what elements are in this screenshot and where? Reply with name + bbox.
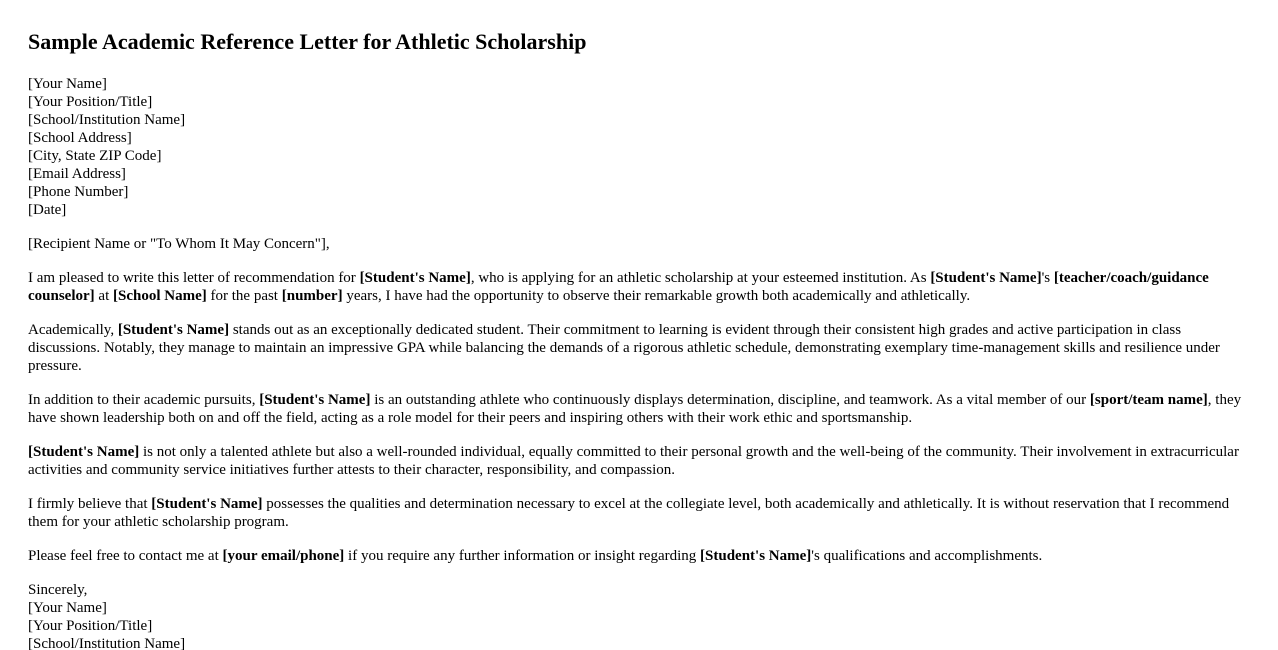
- paragraph-contact: [28, 547, 1250, 565]
- sender-school-address: [School Address]: [28, 130, 132, 146]
- text-run: years, I have had the opportunity to observe their remarkable growth both academically and athletically.: [342, 288, 971, 304]
- letter-date: [Date]: [28, 202, 67, 218]
- text-run: stands out as an exceptionally dedicated student. Their commitment to learning is evident through their consistent high grades and active participation in class discussions. Notably, they manage to maintain an impressive GPA while balancing the demands of a rigorous athletic schedule, demonstrating exemplary time-management skills and resilience under pressure.: [28, 322, 1220, 374]
- text-run: Academically,: [28, 322, 118, 338]
- sender-position: [Your Position/Title]: [28, 94, 153, 110]
- closing-block: [28, 581, 1250, 650]
- placeholder-student-name: [Student's Name]: [117, 322, 230, 338]
- paragraph-endorsement: [28, 495, 1250, 531]
- text-run: possesses the qualities and determination necessary to excel at the collegiate level, both academically and athletically. It is without reservation that I recommend them for your athletic scholarship program.: [28, 496, 1230, 530]
- salutation: [Recipient Name or "To Whom It May Concern"],: [28, 236, 330, 252]
- text-run: 's: [1041, 270, 1054, 286]
- closing-name: [Your Name]: [28, 600, 107, 616]
- placeholder-student-name: [Student's Name]: [359, 270, 471, 286]
- text-run: 's qualifications and accomplishments.: [811, 548, 1043, 564]
- paragraph-introduction: [28, 269, 1250, 305]
- text-run: is not only a talented athlete but also a well-rounded individual, equally committed to their personal growth and the well-being of the community. Their involvement in extracurricular activities and community service initiatives further attests to their character, responsibility, and compassion.: [28, 444, 1239, 478]
- sender-city-state-zip: [City, State ZIP Code]: [28, 148, 162, 164]
- sender-email: [Email Address]: [28, 166, 126, 182]
- closing-position: [Your Position/Title]: [28, 618, 153, 634]
- text-run: is an outstanding athlete who continuously displays determination, discipline, and teamwork. As a vital member of our: [370, 392, 1090, 408]
- placeholder-student-name: [Student's Name]: [930, 270, 1042, 286]
- placeholder-student-name: [Student's Name]: [28, 444, 140, 460]
- text-run: I firmly believe that: [28, 496, 152, 512]
- text-run: at: [94, 288, 113, 304]
- paragraph-academics: [28, 321, 1250, 375]
- placeholder-number: [number]: [281, 288, 343, 304]
- sender-institution: [School/Institution Name]: [28, 112, 186, 128]
- paragraph-character: [28, 443, 1250, 479]
- text-run: if you require any further information or insight regarding: [344, 548, 701, 564]
- text-run: In addition to their academic pursuits,: [28, 392, 260, 408]
- paragraph-athletics: [28, 391, 1250, 427]
- sender-phone: [Phone Number]: [28, 184, 129, 200]
- text-run: I am pleased to write this letter of recommendation for: [28, 270, 360, 286]
- placeholder-role: [teacher/coach/guidance counselor]: [28, 270, 1209, 304]
- sender-address-block: [28, 75, 1250, 219]
- placeholder-school-name: [School Name]: [113, 288, 207, 304]
- placeholder-contact-info: [your email/phone]: [222, 548, 345, 564]
- closing-valediction: Sincerely,: [28, 582, 88, 598]
- placeholder-student-name: [Student's Name]: [151, 496, 263, 512]
- text-run: , who is applying for an athletic scholarship at your esteemed institution. As: [470, 270, 931, 286]
- placeholder-student-name: [Student's Name]: [259, 392, 371, 408]
- placeholder-student-name: [Student's Name]: [700, 548, 812, 564]
- text-run: , they have shown leadership both on and off the field, acting as a role model for their peers and inspiring others with their work ethic and sportsmanship.: [28, 392, 1242, 426]
- placeholder-sport-team-name: [sport/team name]: [1089, 392, 1208, 408]
- text-run: for the past: [206, 288, 282, 304]
- text-run: Please feel free to contact me at: [28, 548, 223, 564]
- closing-institution: [School/Institution Name]: [28, 636, 186, 650]
- sender-name: [Your Name]: [28, 76, 107, 92]
- page-title: Sample Academic Reference Letter for Athletic Scholarship: [28, 29, 587, 54]
